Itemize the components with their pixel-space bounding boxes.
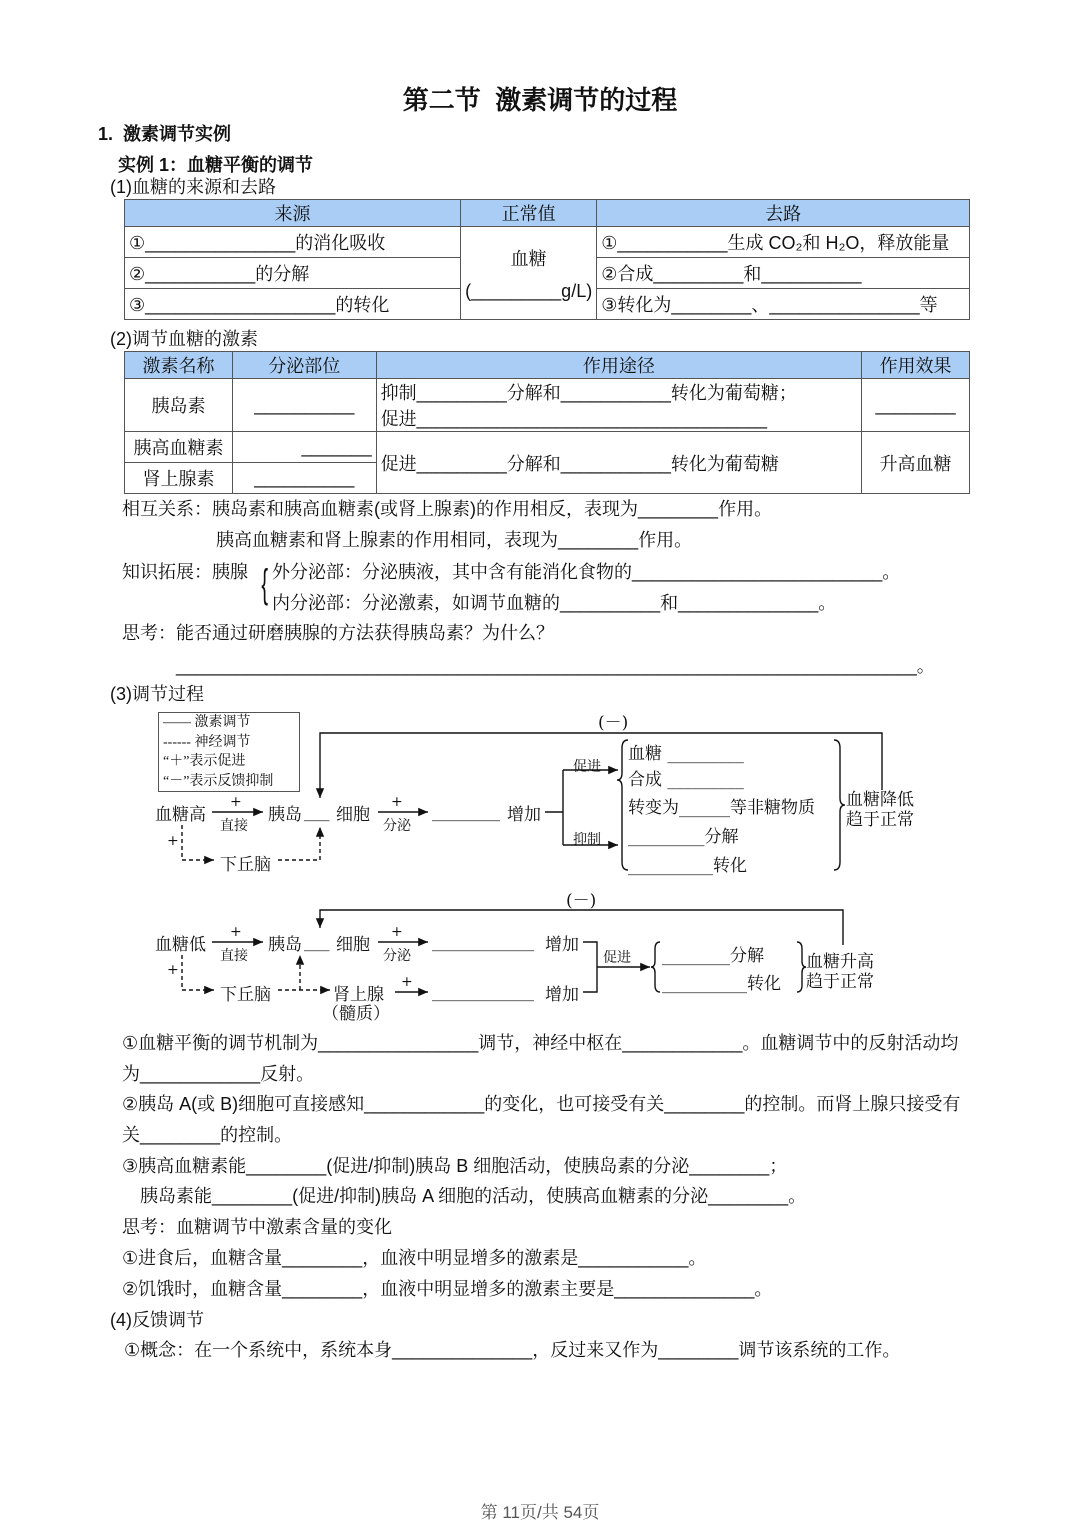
feedback-label: (－) [566,891,597,911]
brace [834,740,845,870]
plus-sign: + [230,794,242,810]
source-cell: ②___________的分解 [125,258,461,289]
islet-node: 胰岛 [268,805,302,825]
think-question: 思考：能否通过研磨胰腺的方法获得胰岛素？为什么？ [122,623,554,643]
islet-node: 胰岛 [268,935,302,955]
path-line: 促进___________________________________ [380,409,768,429]
hypothalamus-node: 下丘脑 [220,985,271,1005]
nerve-path [182,825,214,860]
page-number: 第 11页/共 54页 [480,1503,600,1522]
question-line: 为____________反射。 [122,1064,315,1084]
path-line: 抑制_________分解和___________转化为葡萄糖； [380,383,797,403]
effect-item: _________分解 [628,827,739,847]
section-heading: 1. 激素调节实例 [98,124,232,144]
increase-label: 增加 [545,935,579,955]
hormone-site: __________ [232,379,376,432]
branch-line [545,770,563,845]
nerve-path [278,827,320,860]
start-node: 血糖低 [155,935,206,955]
question-line: ①进食后，血糖含量________，血液中明显增多的激素是___________。 [122,1248,707,1268]
think-answer-blank[interactable]: __________________________________________________________________________。 [176,656,935,676]
hormone-site: _______ [232,432,376,463]
hormone-name: 胰岛素 [125,379,233,432]
brace [617,740,628,870]
increase-label: 增加 [545,985,579,1005]
concept-line: ①概念：在一个系统中，系统本身______________，反过来又作为________调节该系统的工作。 [124,1340,901,1360]
hormone-effect: ________ [862,379,970,432]
start-node: 血糖高 [155,805,206,825]
result-line: 趋于正常 [846,810,914,830]
header-effect: 作用效果 [862,352,970,379]
legend-item: “－”表示反馈抑制 [163,773,274,789]
hormone-blank[interactable]: ____________ [432,932,534,952]
effect-item: 合成 _________ [628,770,744,790]
question-line: 思考：血糖调节中激素含量的变化 [122,1217,392,1237]
header-site: 分泌部位 [232,352,376,379]
normal-label: 血糖 [510,248,547,269]
hormone-name: 肾上腺素 [125,463,233,494]
hormone-blank[interactable]: ________ [432,802,500,822]
part1-label: (1)血糖的来源和去路 [110,177,276,197]
direct-label: 直接 [220,818,248,834]
medulla-label: （髓质） [322,1004,390,1024]
header-source: 来源 [125,200,461,227]
adrenal-node: 肾上腺 [333,985,384,1005]
question-line: ①血糖平衡的调节机制为________________调节，神经中枢在____________。血糖调节中的反射活动均 [122,1033,959,1053]
cell-node: 细胞 [336,805,370,825]
result-line: 血糖降低 [846,790,914,810]
destination-cell: ③转化为________、_______________等 [597,289,970,320]
part4-label: (4)反馈调节 [110,1310,204,1330]
relation-line: 相互关系：胰岛素和胰高血糖素(或肾上腺素)的作用相反，表现为________作用。 [122,499,773,519]
effect-item: 血糖 _________ [628,744,744,764]
legend-item: ------ 神经调节 [163,734,251,750]
extension-line: 内分泌部：分泌激素，如调节血糖的__________和______________。 [272,593,837,613]
effect-item: __________转化 [662,974,781,994]
increase-label: 增加 [507,805,541,825]
legend-item: —— 激素调节 [163,715,251,730]
plus-sign: + [401,974,413,990]
relation-line: 胰高血糖素和肾上腺素的作用相同，表现为________作用。 [216,530,693,550]
brace-icon: { [261,562,269,606]
destination-cell: ②合成_________和__________ [597,258,970,289]
header-normal: 正常值 [461,200,597,227]
brace [651,942,660,992]
nerve-path [182,955,214,990]
effect-item: ________分解 [662,946,764,966]
part3-label: (3)调节过程 [110,684,204,704]
legend-item: “＋”表示促进 [163,754,246,769]
extension-line: 外分泌部：分泌胰液，其中含有能消化食物的_________________________。 [272,562,901,582]
cell-node: 细胞 [336,935,370,955]
extension-label: 知识拓展：胰腺 [122,562,248,582]
secrete-label: 分泌 [383,948,411,964]
result-line: 血糖升高 [806,952,874,972]
feedback-line [320,733,882,798]
page-title: 第二节 激素调节的过程 [402,85,678,115]
source-cell: ③___________________的转化 [125,289,461,320]
effect-item: __________转化 [628,856,747,876]
question-line: ③胰高血糖素能________(促进/抑制)胰岛 B 细胞活动，使胰岛素的分泌________； [122,1156,788,1176]
source-cell: ①_______________的消化吸收 [125,227,461,258]
effect-item: 转变为______等非糖物质 [628,798,815,818]
example-heading: 实例 1：血糖平衡的调节 [118,155,314,175]
question-line: 关________的控制。 [122,1125,293,1145]
plus-sign: + [391,794,403,810]
hormone-name: 胰高血糖素 [125,432,233,463]
hormone-site: __________ [232,463,376,494]
direct-label: 直接 [220,948,248,964]
feedback-label: (－) [598,713,629,733]
hormone-effect: 升高血糖 [862,432,970,494]
question-line: ②胰岛 A(或 B)细胞可直接感知____________的变化，也可接受有关________的控制。而肾上腺只接受有 [122,1094,961,1114]
question-line: 胰岛素能________(促进/抑制)胰岛 A 细胞的活动，使胰高血糖素的分泌________。 [140,1186,807,1206]
hormone-path: 促进_________分解和___________转化为葡萄糖 [376,432,862,494]
destination-cell: ①___________生成 CO₂和 H₂O，释放能量 [597,227,970,258]
plus-sign: + [230,924,242,940]
hormone-blank[interactable]: ____________ [432,982,534,1002]
brace [797,942,806,992]
question-line: ②饥饿时，血糖含量________，血液中明显增多的激素主要是______________。 [122,1279,773,1299]
header-destination: 去路 [597,200,970,227]
promote-label: 促进 [603,950,631,966]
plus-sign: + [167,833,179,849]
header-hormone: 激素名称 [125,352,233,379]
header-path: 作用途径 [376,352,862,379]
hypothalamus-node: 下丘脑 [220,855,271,875]
inhibit-label: 抑制 [573,832,601,848]
cell-type-blank[interactable]: ___ [304,932,330,952]
merge-line [583,942,597,992]
plus-sign: + [167,962,179,978]
result-line: 趋于正常 [806,972,874,992]
secrete-label: 分泌 [383,818,411,834]
promote-label: 促进 [573,759,601,775]
plus-sign: + [391,924,403,940]
cell-type-blank[interactable]: ___ [304,802,330,822]
part2-label: (2)调节血糖的激素 [110,329,258,349]
normal-value: (_________g/L) [465,280,593,301]
